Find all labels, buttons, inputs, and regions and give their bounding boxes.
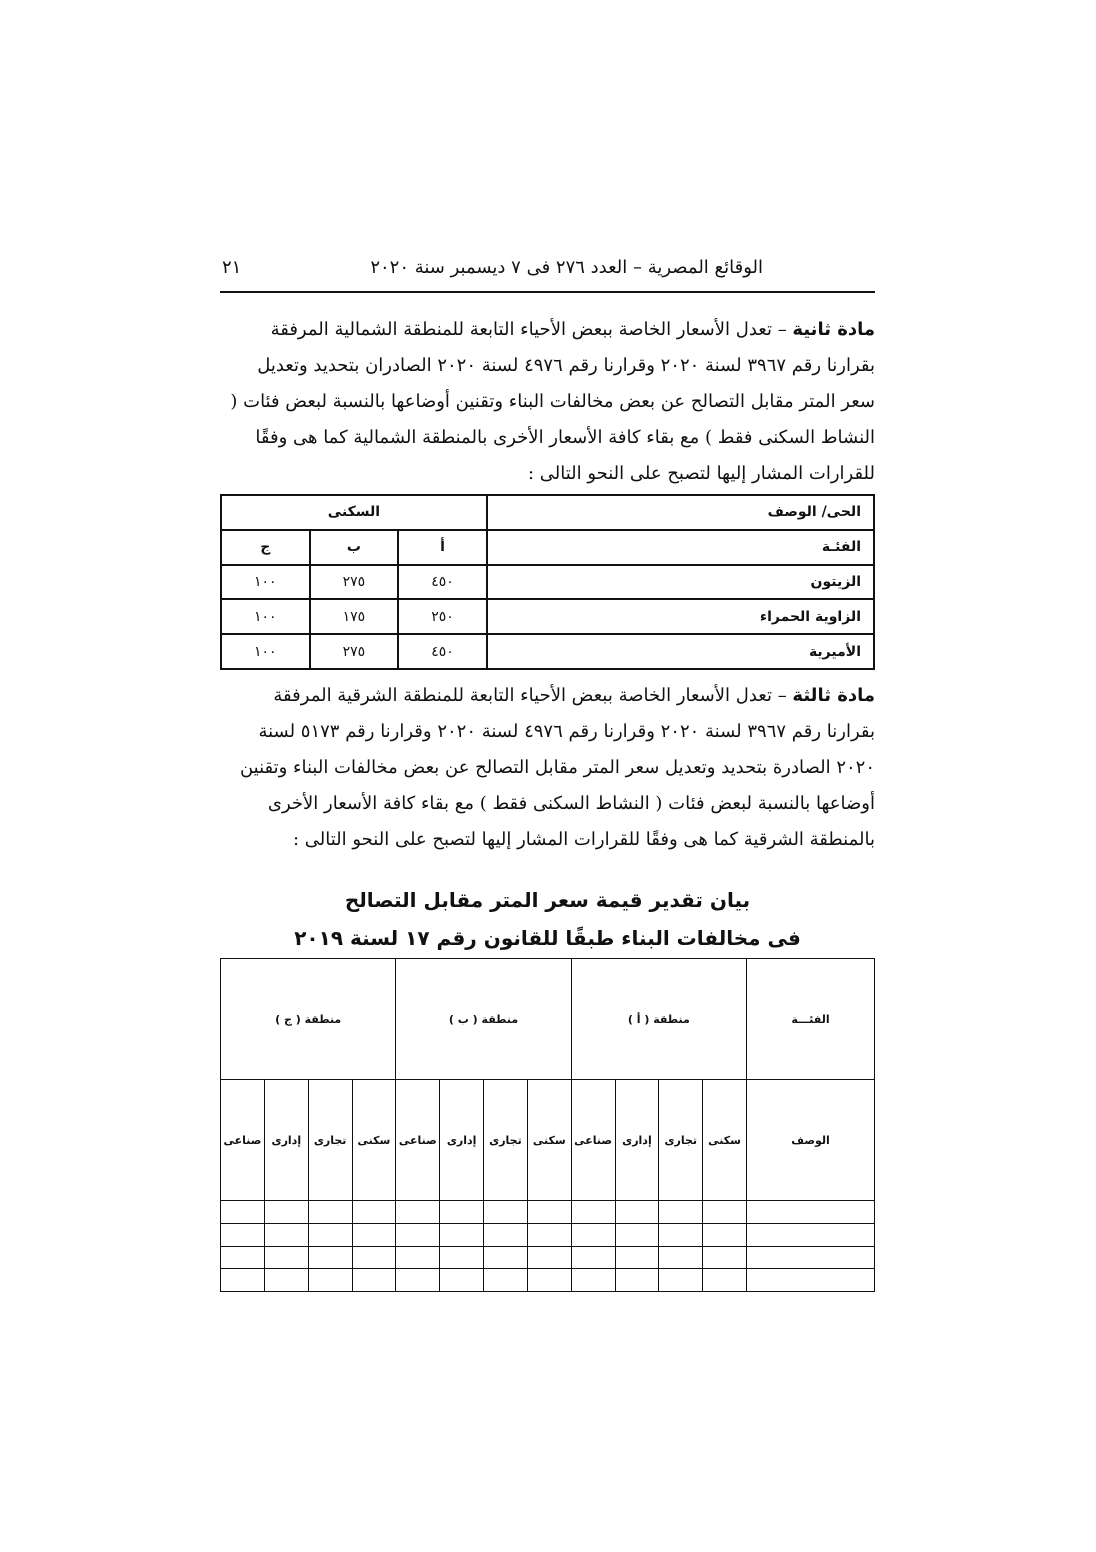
table-header-row xyxy=(221,959,875,1080)
table-row xyxy=(221,565,874,600)
table-header-row xyxy=(221,1080,875,1201)
description-header: الوصف xyxy=(747,1080,875,1201)
table-cell xyxy=(527,1246,571,1269)
table-cell xyxy=(396,1246,440,1269)
column-header: تجارى xyxy=(308,1080,352,1201)
table-cell xyxy=(264,1223,308,1246)
zone-header xyxy=(396,959,571,1080)
row-label: الزيتون xyxy=(487,565,874,600)
page-number: ٢١ xyxy=(222,257,242,278)
table-row xyxy=(221,1246,875,1269)
page-header xyxy=(220,255,875,293)
column-header: صناعى xyxy=(396,1080,440,1201)
zone-header xyxy=(221,959,396,1080)
table-cell: ٢٥٠ xyxy=(398,599,487,634)
row-label: الأميرية xyxy=(487,634,874,669)
table-cell xyxy=(440,1201,484,1224)
table-cell xyxy=(527,1223,571,1246)
table-cell xyxy=(221,1246,265,1269)
table-cell: ٤٥٠ xyxy=(398,565,487,600)
table-cell: ١٧٥ xyxy=(310,599,399,634)
column-header: تجارى xyxy=(659,1080,703,1201)
table-cell xyxy=(352,1246,396,1269)
table-cell xyxy=(308,1223,352,1246)
zone-title: منطقة ( ج ) xyxy=(275,1012,342,1026)
row-label xyxy=(747,1201,875,1224)
table-cell xyxy=(571,1269,615,1292)
table-cell: ١٠٠ xyxy=(221,565,310,600)
row-label xyxy=(747,1269,875,1292)
column-header: صناعى xyxy=(571,1080,615,1201)
column-header: سكنى xyxy=(527,1080,571,1201)
table-cell xyxy=(221,1223,265,1246)
table-cell xyxy=(615,1246,659,1269)
column-header: صناعى xyxy=(221,1080,265,1201)
article-three-paragraph xyxy=(220,678,875,858)
table-cell xyxy=(352,1201,396,1224)
table-cell xyxy=(396,1201,440,1224)
table-row xyxy=(221,1223,875,1246)
zone-title: منطقة ( ب ) xyxy=(448,1012,519,1026)
article-three-lead: مادة ثالثة xyxy=(792,685,875,706)
article-three-text: – تعدل الأسعار الخاصة ببعض الأحياء التابعة للمنطقة الشرقية المرفقة بقرارنا رقم ٣٩٦٧ لسنة ٢٠٢٠ وقرارنا رقم ٤٩٧٦ لسنة ٢٠٢٠ وقرارنا رقم ٥١٧٣ لسنة ٢٠٢٠ الصادرة بتحديد وتعديل سعر المتر مقابل التصالح عن بعض مخالفات البناء وتقنين أوضاعها بالنسبة لبعض فئات ( النشاط السكنى فقط ) مع بقاء كافة الأسعار الأخرى بالمنطقة الشرقية كما هى وفقًا للقرارات المشار إليها لتصبح على النحو التالى : xyxy=(239,685,875,850)
table-cell xyxy=(615,1201,659,1224)
table-cell xyxy=(615,1223,659,1246)
table-row xyxy=(221,599,874,634)
table-cell xyxy=(396,1223,440,1246)
table-cell xyxy=(527,1269,571,1292)
column-header: إدارى xyxy=(264,1080,308,1201)
table-cell xyxy=(308,1246,352,1269)
group-header: السكنى xyxy=(221,495,487,530)
table-heading-line2: فى مخالفات البناء طبقًا للقانون رقم ١٧ لسنة ٢٠١٩ xyxy=(294,926,801,950)
table-cell xyxy=(396,1269,440,1292)
column-header: إدارى xyxy=(615,1080,659,1201)
column-header: ب xyxy=(310,530,399,565)
table-cell xyxy=(659,1246,703,1269)
table-cell: ١٠٠ xyxy=(221,599,310,634)
table-cell xyxy=(221,1201,265,1224)
column-header: إدارى xyxy=(440,1080,484,1201)
table-cell xyxy=(352,1269,396,1292)
zone-title: منطقة ( أ ) xyxy=(627,1012,690,1026)
table-cell xyxy=(659,1223,703,1246)
table-cell xyxy=(527,1201,571,1224)
table-cell xyxy=(308,1269,352,1292)
column-header: أ xyxy=(398,530,487,565)
table-cell: ٢٧٥ xyxy=(310,634,399,669)
table-header-row xyxy=(221,530,874,565)
row-label xyxy=(747,1223,875,1246)
category-header: الفئـــة xyxy=(747,959,875,1080)
corner-top: الحى/ الوصف xyxy=(487,495,874,530)
table-cell xyxy=(484,1223,528,1246)
table-cell xyxy=(352,1223,396,1246)
row-label xyxy=(747,1246,875,1269)
table-cell xyxy=(308,1201,352,1224)
column-header: سكنى xyxy=(352,1080,396,1201)
header-title: الوقائع المصرية – العدد ٢٧٦ فى ٧ ديسمبر سنة ٢٠٢٠ xyxy=(370,257,763,278)
table-row xyxy=(221,634,874,669)
table-cell: ٢٧٥ xyxy=(310,565,399,600)
corner-bottom: الفئـة xyxy=(487,530,874,565)
table-northern-zone xyxy=(220,494,875,670)
table-cell xyxy=(571,1201,615,1224)
zone-header xyxy=(571,959,746,1080)
table-cell xyxy=(571,1223,615,1246)
column-header: ج xyxy=(221,530,310,565)
table-cell xyxy=(703,1201,747,1224)
table-cell: ١٠٠ xyxy=(221,634,310,669)
table-cell xyxy=(484,1201,528,1224)
row-label: الزاوية الحمراء xyxy=(487,599,874,634)
table-heading-line1: بيان تقدير قيمة سعر المتر مقابل التصالح xyxy=(344,888,751,912)
column-header: سكنى xyxy=(703,1080,747,1201)
table-cell xyxy=(264,1269,308,1292)
table-cell xyxy=(264,1246,308,1269)
table-cell xyxy=(484,1246,528,1269)
table-row xyxy=(221,1201,875,1224)
table-cell xyxy=(703,1223,747,1246)
table-row xyxy=(221,1269,875,1292)
table-cell xyxy=(440,1269,484,1292)
table-cell xyxy=(484,1269,528,1292)
table-cell xyxy=(659,1201,703,1224)
article-two-text: – تعدل الأسعار الخاصة ببعض الأحياء التابعة للمنطقة الشمالية المرفقة بقرارنا رقم ٣٩٦٧ لسنة ٢٠٢٠ وقرارنا رقم ٤٩٧٦ لسنة ٢٠٢٠ الصادران بتحديد وتعديل سعر المتر مقابل التصالح عن بعض مخالفات البناء وتقنين أوضاعها بالنسبة لبعض فئات ( النشاط السكنى فقط ) مع بقاء كافة الأسعار الأخرى بالمنطقة الشمالية كما هى وفقًا للقرارات المشار إليها لتصبح على النحو التالى : xyxy=(230,319,875,484)
table-cell xyxy=(703,1269,747,1292)
table-cell xyxy=(440,1223,484,1246)
article-two-paragraph xyxy=(220,312,875,492)
table-cell xyxy=(264,1201,308,1224)
table-cell xyxy=(571,1246,615,1269)
column-header: تجارى xyxy=(484,1080,528,1201)
table-cell xyxy=(703,1246,747,1269)
table-header-row xyxy=(221,495,874,530)
table-cell xyxy=(615,1269,659,1292)
table-cell xyxy=(440,1246,484,1269)
table-cell xyxy=(221,1269,265,1292)
article-two-lead: مادة ثانية xyxy=(792,319,875,340)
table-cell xyxy=(659,1269,703,1292)
table-cell: ٤٥٠ xyxy=(398,634,487,669)
table-eastern-zone xyxy=(220,958,875,1292)
